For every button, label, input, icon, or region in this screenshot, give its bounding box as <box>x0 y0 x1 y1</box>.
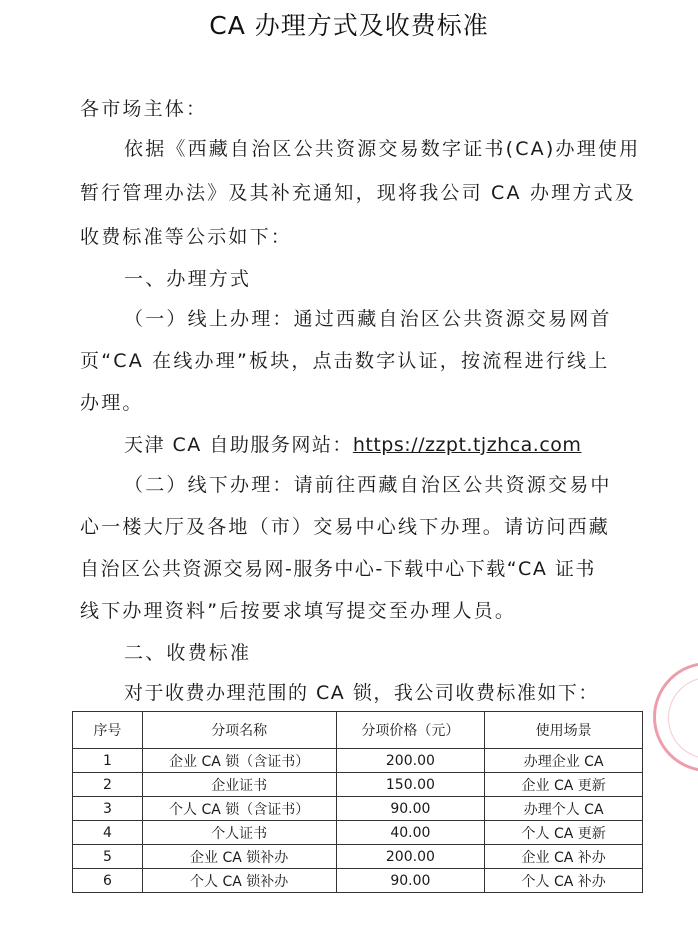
cell-item-name: 企业 CA 锁（含证书） <box>142 749 336 773</box>
fee-table <box>72 711 643 893</box>
header-index: 序号 <box>73 712 143 749</box>
site-url-link[interactable]: https://zzpt.tjzhca.com <box>352 434 582 456</box>
cell-price: 40.00 <box>336 821 485 845</box>
intro-line-3: 收费标准等公示如下： <box>80 226 293 248</box>
offline-line-2: 心一楼大厅及各地（市）交易中心线下办理。请访问西藏 <box>80 516 611 538</box>
online-line-1: （一）线上办理：通过西藏自治区公共资源交易网首 <box>124 308 612 330</box>
company-seal-stamp <box>653 662 698 772</box>
section-2-heading: 二、收费标准 <box>124 642 252 664</box>
document-title: CA 办理方式及收费标准 <box>209 11 489 40</box>
table-row <box>73 845 643 869</box>
salutation: 各市场主体： <box>80 98 208 120</box>
cell-item-name: 个人 CA 锁补办 <box>142 869 336 893</box>
cell-usage: 办理个人 CA <box>485 797 643 821</box>
table-row <box>73 749 643 773</box>
cell-usage: 企业 CA 更新 <box>485 773 643 797</box>
table-row <box>73 869 643 893</box>
fee-intro: 对于收费办理范围的 CA 锁，我公司收费标准如下： <box>124 682 599 704</box>
intro-line-1: 依据《西藏自治区公共资源交易数字证书(CA)办理使用 <box>124 138 641 160</box>
cell-price: 200.00 <box>336 845 485 869</box>
offline-line-3: 自治区公共资源交易网-服务中心-下载中心下载“CA 证书 <box>80 558 596 580</box>
cell-item-name: 个人证书 <box>142 821 336 845</box>
cell-usage: 企业 CA 补办 <box>485 845 643 869</box>
table-row <box>73 797 643 821</box>
header-item-name: 分项名称 <box>142 712 336 749</box>
site-label: 天津 CA 自助服务网站： <box>124 434 353 456</box>
cell-item-name: 企业 CA 锁补办 <box>142 845 336 869</box>
cell-price: 90.00 <box>336 797 485 821</box>
online-line-3: 办理。 <box>80 392 144 414</box>
seal-inner-ring <box>668 677 698 759</box>
offline-line-1: （二）线下办理：请前往西藏自治区公共资源交易中 <box>124 474 612 496</box>
cell-index: 5 <box>73 845 143 869</box>
offline-line-4: 线下办理资料”后按要求填写提交至办理人员。 <box>80 600 517 622</box>
cell-item-name: 个人 CA 锁（含证书） <box>142 797 336 821</box>
cell-usage: 办理企业 CA <box>485 749 643 773</box>
section-1-heading: 一、办理方式 <box>124 268 252 290</box>
table-row <box>73 773 643 797</box>
cell-price: 200.00 <box>336 749 485 773</box>
cell-index: 1 <box>73 749 143 773</box>
cell-index: 6 <box>73 869 143 893</box>
table-row <box>73 821 643 845</box>
cell-item-name: 企业证书 <box>142 773 336 797</box>
intro-line-2: 暂行管理办法》及其补充通知，现将我公司 CA 办理方式及 <box>80 182 636 204</box>
table-header-row <box>73 712 643 749</box>
cell-index: 4 <box>73 821 143 845</box>
online-line-2: 页“CA 在线办理”板块，点击数字认证，按流程进行线上 <box>80 350 610 372</box>
cell-price: 150.00 <box>336 773 485 797</box>
header-usage: 使用场景 <box>485 712 643 749</box>
self-service-site <box>124 430 581 457</box>
cell-usage: 个人 CA 更新 <box>485 821 643 845</box>
cell-usage: 个人 CA 补办 <box>485 869 643 893</box>
cell-price: 90.00 <box>336 869 485 893</box>
cell-index: 2 <box>73 773 143 797</box>
cell-index: 3 <box>73 797 143 821</box>
header-price: 分项价格（元） <box>336 712 485 749</box>
